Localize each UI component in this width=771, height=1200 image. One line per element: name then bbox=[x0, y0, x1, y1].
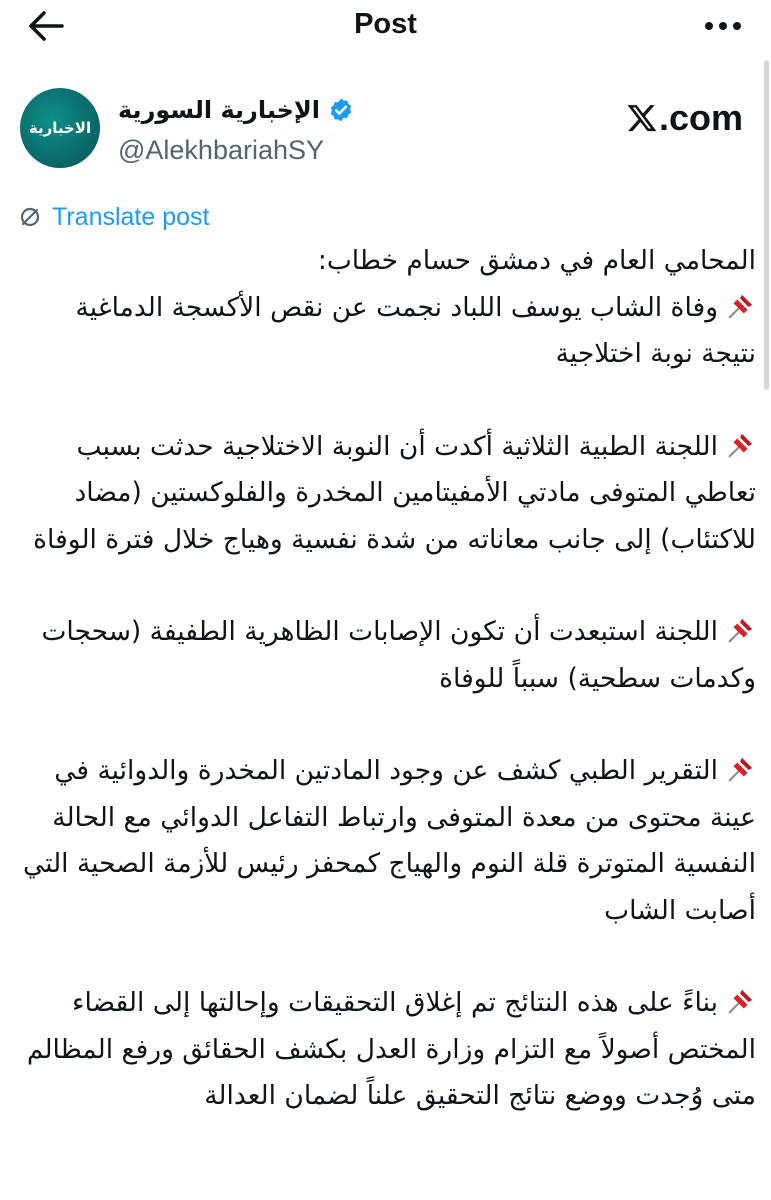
author-block bbox=[118, 90, 448, 168]
more-dot bbox=[719, 22, 727, 30]
post-paragraph-text: وفاة الشاب يوسف اللباد نجمت عن نقص الأكسجة الدماغية نتيجة نوبة اختلاجية bbox=[75, 291, 756, 369]
pushpin-icon bbox=[726, 615, 756, 645]
post-paragraph-text: اللجنة الطبية الثلاثية أكدت أن النوبة الاختلاجية حدثت بسبب تعاطي المتوفى مادتي الأمفيتامين المخدرة والفلوكستين (مضاد للاكتئاب) إلى جانب معاناته من شدة نفسية وهياج خلال فترة الوفاة bbox=[33, 430, 756, 555]
post-paragraph bbox=[14, 609, 756, 702]
more-dot bbox=[733, 22, 741, 30]
more-dots-icon bbox=[705, 22, 713, 30]
more-options-button[interactable] bbox=[699, 6, 747, 46]
pushpin-icon bbox=[726, 986, 756, 1016]
pushpin-icon bbox=[726, 754, 756, 784]
page-title: Post bbox=[354, 8, 417, 40]
x-logo-icon bbox=[626, 102, 658, 134]
post-intro: المحامي العام في دمشق حسام خطاب: bbox=[317, 245, 756, 276]
author-name-row bbox=[118, 90, 448, 130]
pushpin-icon bbox=[726, 430, 756, 460]
verified-badge-icon bbox=[328, 97, 354, 123]
avatar-label: الاخبارية bbox=[28, 119, 92, 137]
post-paragraph bbox=[14, 238, 756, 378]
translate-label: Translate post bbox=[52, 202, 210, 231]
scrollbar[interactable] bbox=[764, 60, 769, 390]
post-paragraph-text: اللجنة استبعدت أن تكون الإصابات الظاهرية الطفيفة (سحجات وكدمات سطحية) سبباً للوفاة bbox=[41, 616, 756, 694]
post-paragraph bbox=[14, 748, 756, 934]
top-bar bbox=[0, 0, 771, 52]
post-paragraph bbox=[14, 980, 756, 1120]
brand-domain: .com bbox=[658, 97, 743, 138]
x-brand bbox=[626, 96, 743, 140]
translate-icon bbox=[18, 205, 42, 229]
post-paragraph-text: التقرير الطبي كشف عن وجود المادتين المخدرة والدوائية في عينة محتوى من معدة المتوفى وارتباط التفاعل الدوائي مع الحالة النفسية المتوترة قلة النوم والهياج كمحفز رئيس للأزمة الصحية التي أصابت الشاب bbox=[23, 755, 756, 926]
post-paragraph bbox=[14, 424, 756, 564]
translate-post-button[interactable] bbox=[18, 200, 209, 234]
author-handle[interactable]: @AlekhbariahSY bbox=[118, 135, 325, 165]
pushpin-icon bbox=[726, 291, 756, 321]
avatar[interactable] bbox=[20, 88, 100, 168]
post-text bbox=[14, 238, 756, 1120]
post-paragraph-text: بناءً على هذه النتائج تم إغلاق التحقيقات وإحالتها إلى القضاء المختص أصولاً مع التزام وزارة العدل بكشف الحقائق ورفع المظالم متى وُجدت ووضع نتائج التحقيق علناً لضمان العدالة bbox=[26, 987, 756, 1111]
author-name[interactable]: الإخبارية السورية bbox=[118, 96, 321, 124]
